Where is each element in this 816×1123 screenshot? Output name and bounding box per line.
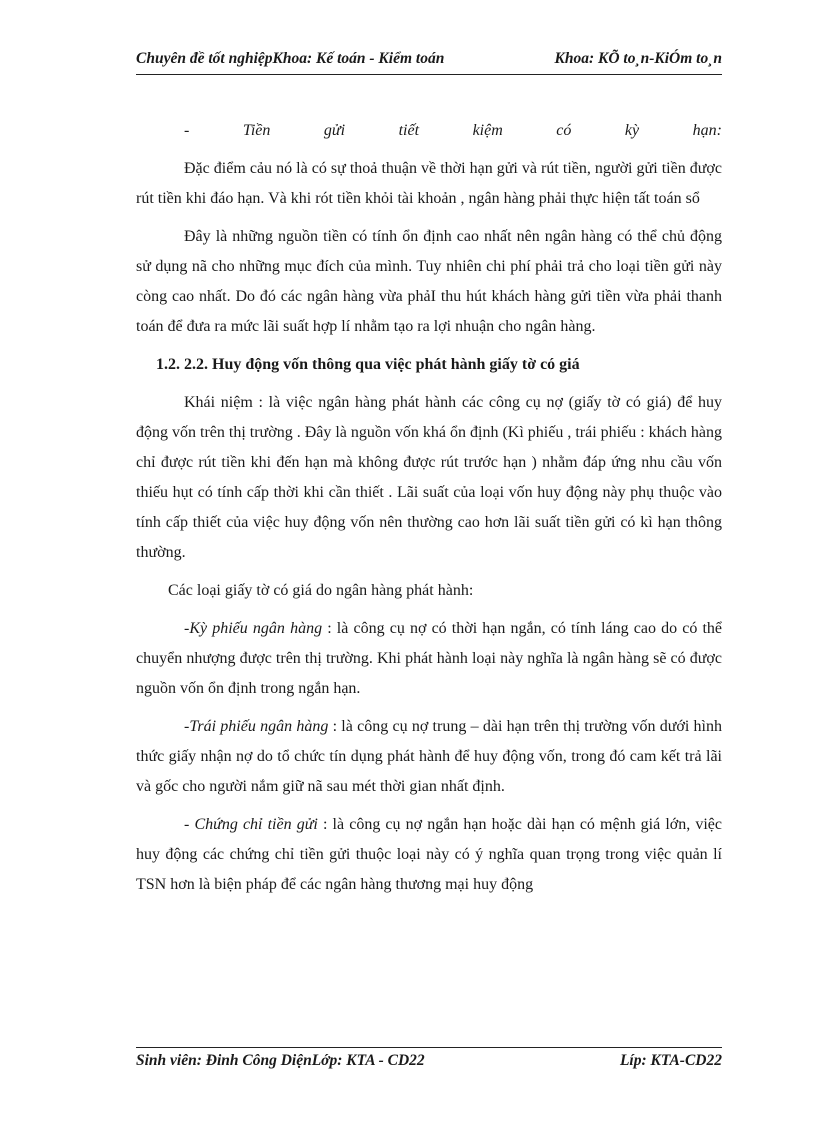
dash-word: có — [556, 122, 572, 139]
list-item — [136, 810, 722, 900]
footer-rule — [136, 1047, 722, 1048]
section-heading: 1.2. 2.2. Huy động vốn thông qua việc phát hành giấy tờ có giá — [156, 356, 580, 373]
paragraph: Khái niệm : là việc ngân hàng phát hành các công cụ nợ (giấy tờ có giá) để huy động vốn trên thị trường . Đây là nguồn vốn khá ổn định (Kì phiếu , trái phiếu : khách hàng chỉ được rút tiền khi đến hạn mà không được rút trước hạn ) nhằm đáp ứng nhu cầu vốn thiếu hụt có tính cấp thời khi cần thiết . Lãi suất của loại vốn huy động này phụ thuộc vào tính cấp thiết của việc huy động vốn nên thường cao hơn lãi suất tiền gửi có kì hạn thông thường. — [136, 394, 722, 561]
paragraph: Các loại giấy tờ có giá do ngân hàng phát hành: — [168, 582, 474, 599]
header-left: Chuyên đề tốt nghiệpKhoa: Kế toán - Kiểm toán — [136, 50, 445, 67]
dash-word: gửi — [323, 122, 346, 139]
footer-left: Sinh viên: Đinh Công DiệnLớp: KTA - CD22 — [136, 1052, 425, 1069]
definition: : là công cụ nợ có thời hạn ngắn, có tính láng cao do có thể chuyển nhượng được trên thị trường. Khi phát hành loại này nghĩa là ngân hàng sẽ có được nguồn vốn ổn định trong ngắn hạn. — [136, 620, 723, 697]
paragraph: Đây là những nguồn tiền có tính ổn định cao nhất nên ngân hàng có thể chủ động sử dụng nã cho những mục đích của mình. Tuy nhiên chi phí phải trả cho loại tiền gửi này còng cao nhất. Do đó các ngân hàng vừa phảI thu hút khách hàng gửi tiền vừa phải thanh toán để đưa ra mức lãi suất hợp lí nhằm tạo ra lợi nhuận cho ngân hàng. — [136, 228, 722, 335]
term: - Chứng chỉ tiền gửi — [184, 816, 318, 833]
page-footer — [136, 1052, 722, 1074]
dash-word: kiệm — [472, 122, 503, 139]
list-item — [136, 712, 722, 802]
header-right: Khoa: KÕ to¸n-KiÓm to¸n — [554, 50, 722, 67]
term: -Kỳ phiếu ngân hàng — [184, 620, 323, 637]
header-rule — [136, 74, 722, 75]
term: -Trái phiếu ngân hàng — [184, 718, 329, 735]
dash-word: hạn: — [692, 122, 722, 139]
page-header — [136, 50, 722, 72]
dash-word: Tiền — [242, 122, 271, 139]
paragraph: Đặc điểm cảu nó là có sự thoả thuận về thời hạn gửi và rút tiền, người gửi tiền được rút tiền khi đáo hạn. Và khi rót tiền khỏi tài khoản , ngân hàng phải thực hiện tất toán sổ — [136, 160, 722, 207]
dash-word: tiết — [398, 122, 420, 139]
dash-word: - — [184, 122, 190, 139]
dash-word: kỳ — [624, 122, 640, 139]
dash-heading-line — [136, 116, 722, 146]
footer-right: Líp: KTA-CD22 — [619, 1052, 722, 1069]
definition: : là công cụ nợ trung – dài hạn trên thị trường vốn dưới hình thức giấy nhận nợ do tổ chức tín dụng phát hành để huy động vốn, trong đó cam kết trả lãi và gốc cho người nắm giữ nã sau mét thời gian nhất định. — [136, 718, 722, 795]
definition: : là công cụ nợ ngắn hạn hoặc dài hạn có mệnh giá lớn, việc huy động các chứng chỉ tiền gửi thuộc loại này có ý nghĩa quan trọng trong việc quản lí TSN hơn là biện pháp để các ngân hàng thương mại huy động — [136, 816, 723, 893]
list-item — [136, 614, 722, 704]
document-body — [136, 116, 722, 900]
